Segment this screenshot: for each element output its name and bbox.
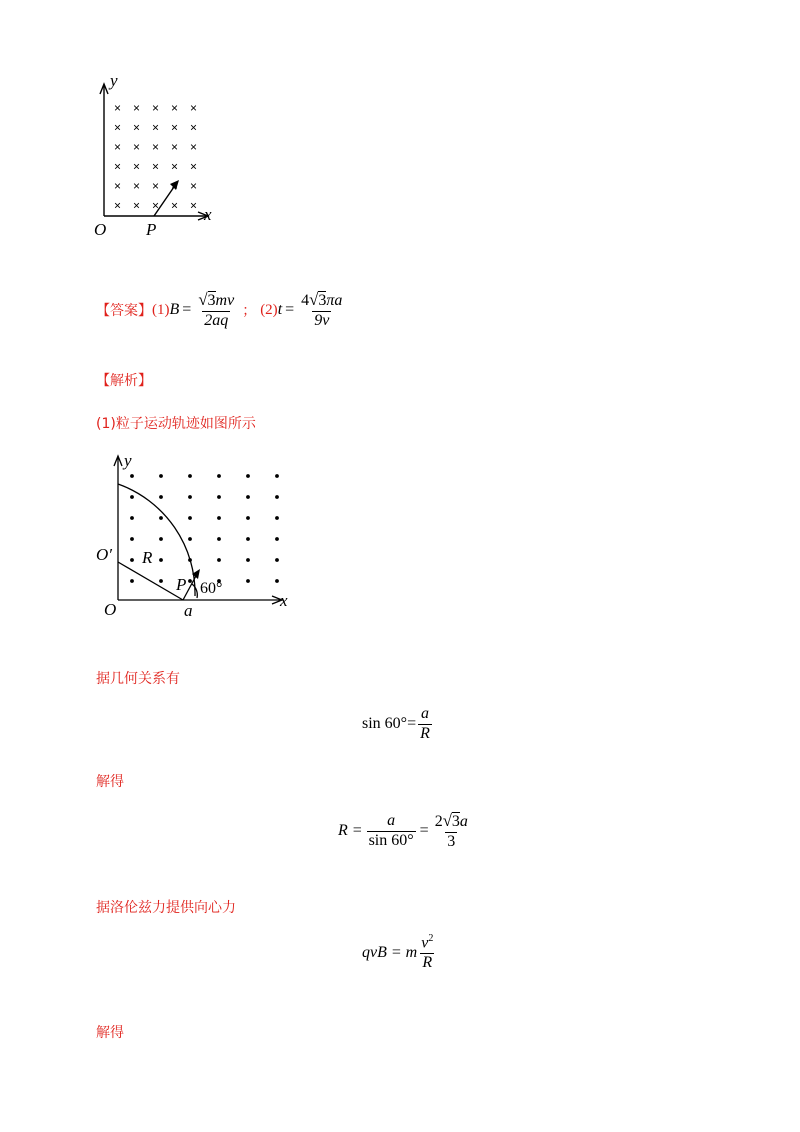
answer-tag: 【答案】 <box>96 303 152 319</box>
x-axis-label: x <box>280 591 288 610</box>
y-axis-label: y <box>124 451 132 470</box>
eq2-frac1-numerator: a <box>387 812 396 830</box>
t-symbol: t <box>277 300 283 318</box>
field-dot <box>130 558 134 562</box>
b-symbol: B <box>169 300 180 318</box>
field-cross: × <box>190 198 198 213</box>
field-dot <box>217 516 221 520</box>
field-dot <box>130 495 134 499</box>
field-dot <box>188 579 192 583</box>
eq2-lhs: R = <box>338 822 363 840</box>
eq2-equals: = <box>419 822 429 840</box>
field-dot <box>246 558 250 562</box>
field-cross: × <box>133 159 141 174</box>
field-dot <box>159 474 163 478</box>
field-cross: × <box>114 101 122 115</box>
eq2-frac2-rest: a <box>459 813 468 831</box>
eq3-lhs: qvB = m <box>362 943 418 961</box>
eq3-denominator: R <box>422 954 433 972</box>
eq3-numerator: v <box>421 934 429 952</box>
equation-sin60 <box>362 706 434 743</box>
center-label: O′ <box>96 545 112 564</box>
field-dot <box>275 537 279 541</box>
eq1-numerator: a <box>420 705 429 722</box>
eq2-frac2-radicand: 3 <box>451 813 460 830</box>
point-p-label: P <box>146 220 157 239</box>
field-cross: × <box>133 179 141 193</box>
field-cross: × <box>114 140 122 154</box>
part2-prefix: (2) <box>260 301 278 318</box>
field-cross: × <box>133 101 141 115</box>
field-cross: × <box>190 120 198 135</box>
field-dot <box>217 537 221 541</box>
field-cross: × <box>114 179 122 193</box>
angle-label: 60° <box>200 580 223 597</box>
origin-label: O <box>94 220 107 239</box>
field-cross: × <box>133 120 141 135</box>
analysis-line1: (1)粒子运动轨迹如图所示 <box>96 416 256 432</box>
b-num-radicand: 3 <box>207 291 216 309</box>
field-dot <box>130 537 134 541</box>
field-cross: × <box>114 120 122 135</box>
answer-formula-b: B = √ 3 mv 2aq <box>169 289 235 329</box>
answer-line <box>96 288 346 332</box>
field-cross: × <box>114 159 122 174</box>
b-denominator: 2aq <box>204 311 229 329</box>
field-dot <box>188 474 192 478</box>
field-dot <box>217 495 221 499</box>
field-cross: × <box>171 159 179 174</box>
point-p-label: P <box>176 575 187 594</box>
field-dot <box>188 516 192 520</box>
eq2-frac2-coef: 2 <box>434 813 443 831</box>
field-cross: × <box>152 140 160 154</box>
field-cross: × <box>152 179 160 193</box>
field-dot <box>159 495 163 499</box>
field-cross: × <box>133 198 141 213</box>
eq1-denominator: R <box>420 724 430 742</box>
geometry-relation-text: 据几何关系有 <box>96 671 180 687</box>
field-dot <box>217 558 221 562</box>
field-dot <box>246 474 250 478</box>
radius-label: R <box>142 548 153 567</box>
field-dot <box>130 474 134 478</box>
field-dot <box>246 495 250 499</box>
field-dot <box>130 516 134 520</box>
field-dot <box>188 537 192 541</box>
field-cross: × <box>190 179 198 193</box>
field-dot <box>217 474 221 478</box>
field-cross: × <box>152 198 160 213</box>
field-cross: × <box>190 159 198 174</box>
solve-text-2: 解得 <box>96 1025 124 1041</box>
field-dot <box>159 537 163 541</box>
field-dot <box>188 495 192 499</box>
y-axis-label: y <box>110 72 118 90</box>
figure-trajectory <box>94 450 304 622</box>
field-cross: × <box>152 120 160 135</box>
a-label: a <box>184 601 193 620</box>
field-dot <box>275 516 279 520</box>
origin-label: O <box>104 600 117 619</box>
field-cross: × <box>190 101 198 115</box>
field-dot <box>246 516 250 520</box>
field-dot <box>275 474 279 478</box>
field-dot <box>130 579 134 583</box>
analysis-tag: 【解析】 <box>96 373 152 389</box>
field-cross: × <box>171 179 179 193</box>
field-cross: × <box>171 101 179 115</box>
field-cross: × <box>133 140 141 154</box>
field-dot <box>246 579 250 583</box>
field-cross: × <box>152 159 160 174</box>
radius-line <box>118 562 183 600</box>
field-cross: × <box>190 140 198 154</box>
eq2-frac2-denominator: 3 <box>447 833 456 850</box>
field-dot <box>275 495 279 499</box>
field-cross: × <box>171 140 179 154</box>
t-denominator: 9v <box>314 311 330 329</box>
field-dot <box>188 558 192 562</box>
field-cross: × <box>171 198 179 213</box>
field-dot <box>275 579 279 583</box>
answer-separator: ； <box>242 303 257 319</box>
b-num-rest: mv <box>215 291 235 309</box>
equation-lorentz <box>362 934 437 972</box>
field-dot <box>246 537 250 541</box>
x-axis-label: x <box>204 205 212 224</box>
lorentz-force-text: 据洛伦兹力提供向心力 <box>96 900 236 916</box>
answer-formula-t: t = 4 √ 3 πa 9v <box>277 289 343 329</box>
field-dot <box>275 558 279 562</box>
field-dot <box>159 579 163 583</box>
field-dot <box>159 516 163 520</box>
solve-text-1: 解得 <box>96 774 124 790</box>
part1-prefix: (1) <box>152 301 170 318</box>
t-num-radicand: 3 <box>318 291 327 309</box>
figure-magnetic-field-crosses <box>88 72 228 242</box>
field-dot <box>159 558 163 562</box>
field-cross: × <box>114 198 122 213</box>
equation-radius: R = $\frac{a}{\sin 60^\circ}$ = 2 √ 3 a 3 <box>338 811 468 850</box>
t-num-rest: πa <box>326 291 343 309</box>
field-cross: × <box>171 120 179 135</box>
eq3-superscript: 2 <box>428 933 434 944</box>
eq1-lhs: sin 60°= <box>362 715 417 733</box>
field-cross: × <box>152 101 160 115</box>
eq2-frac1-denominator: sin 60° <box>368 831 414 849</box>
t-num-coef: 4 <box>301 291 310 309</box>
